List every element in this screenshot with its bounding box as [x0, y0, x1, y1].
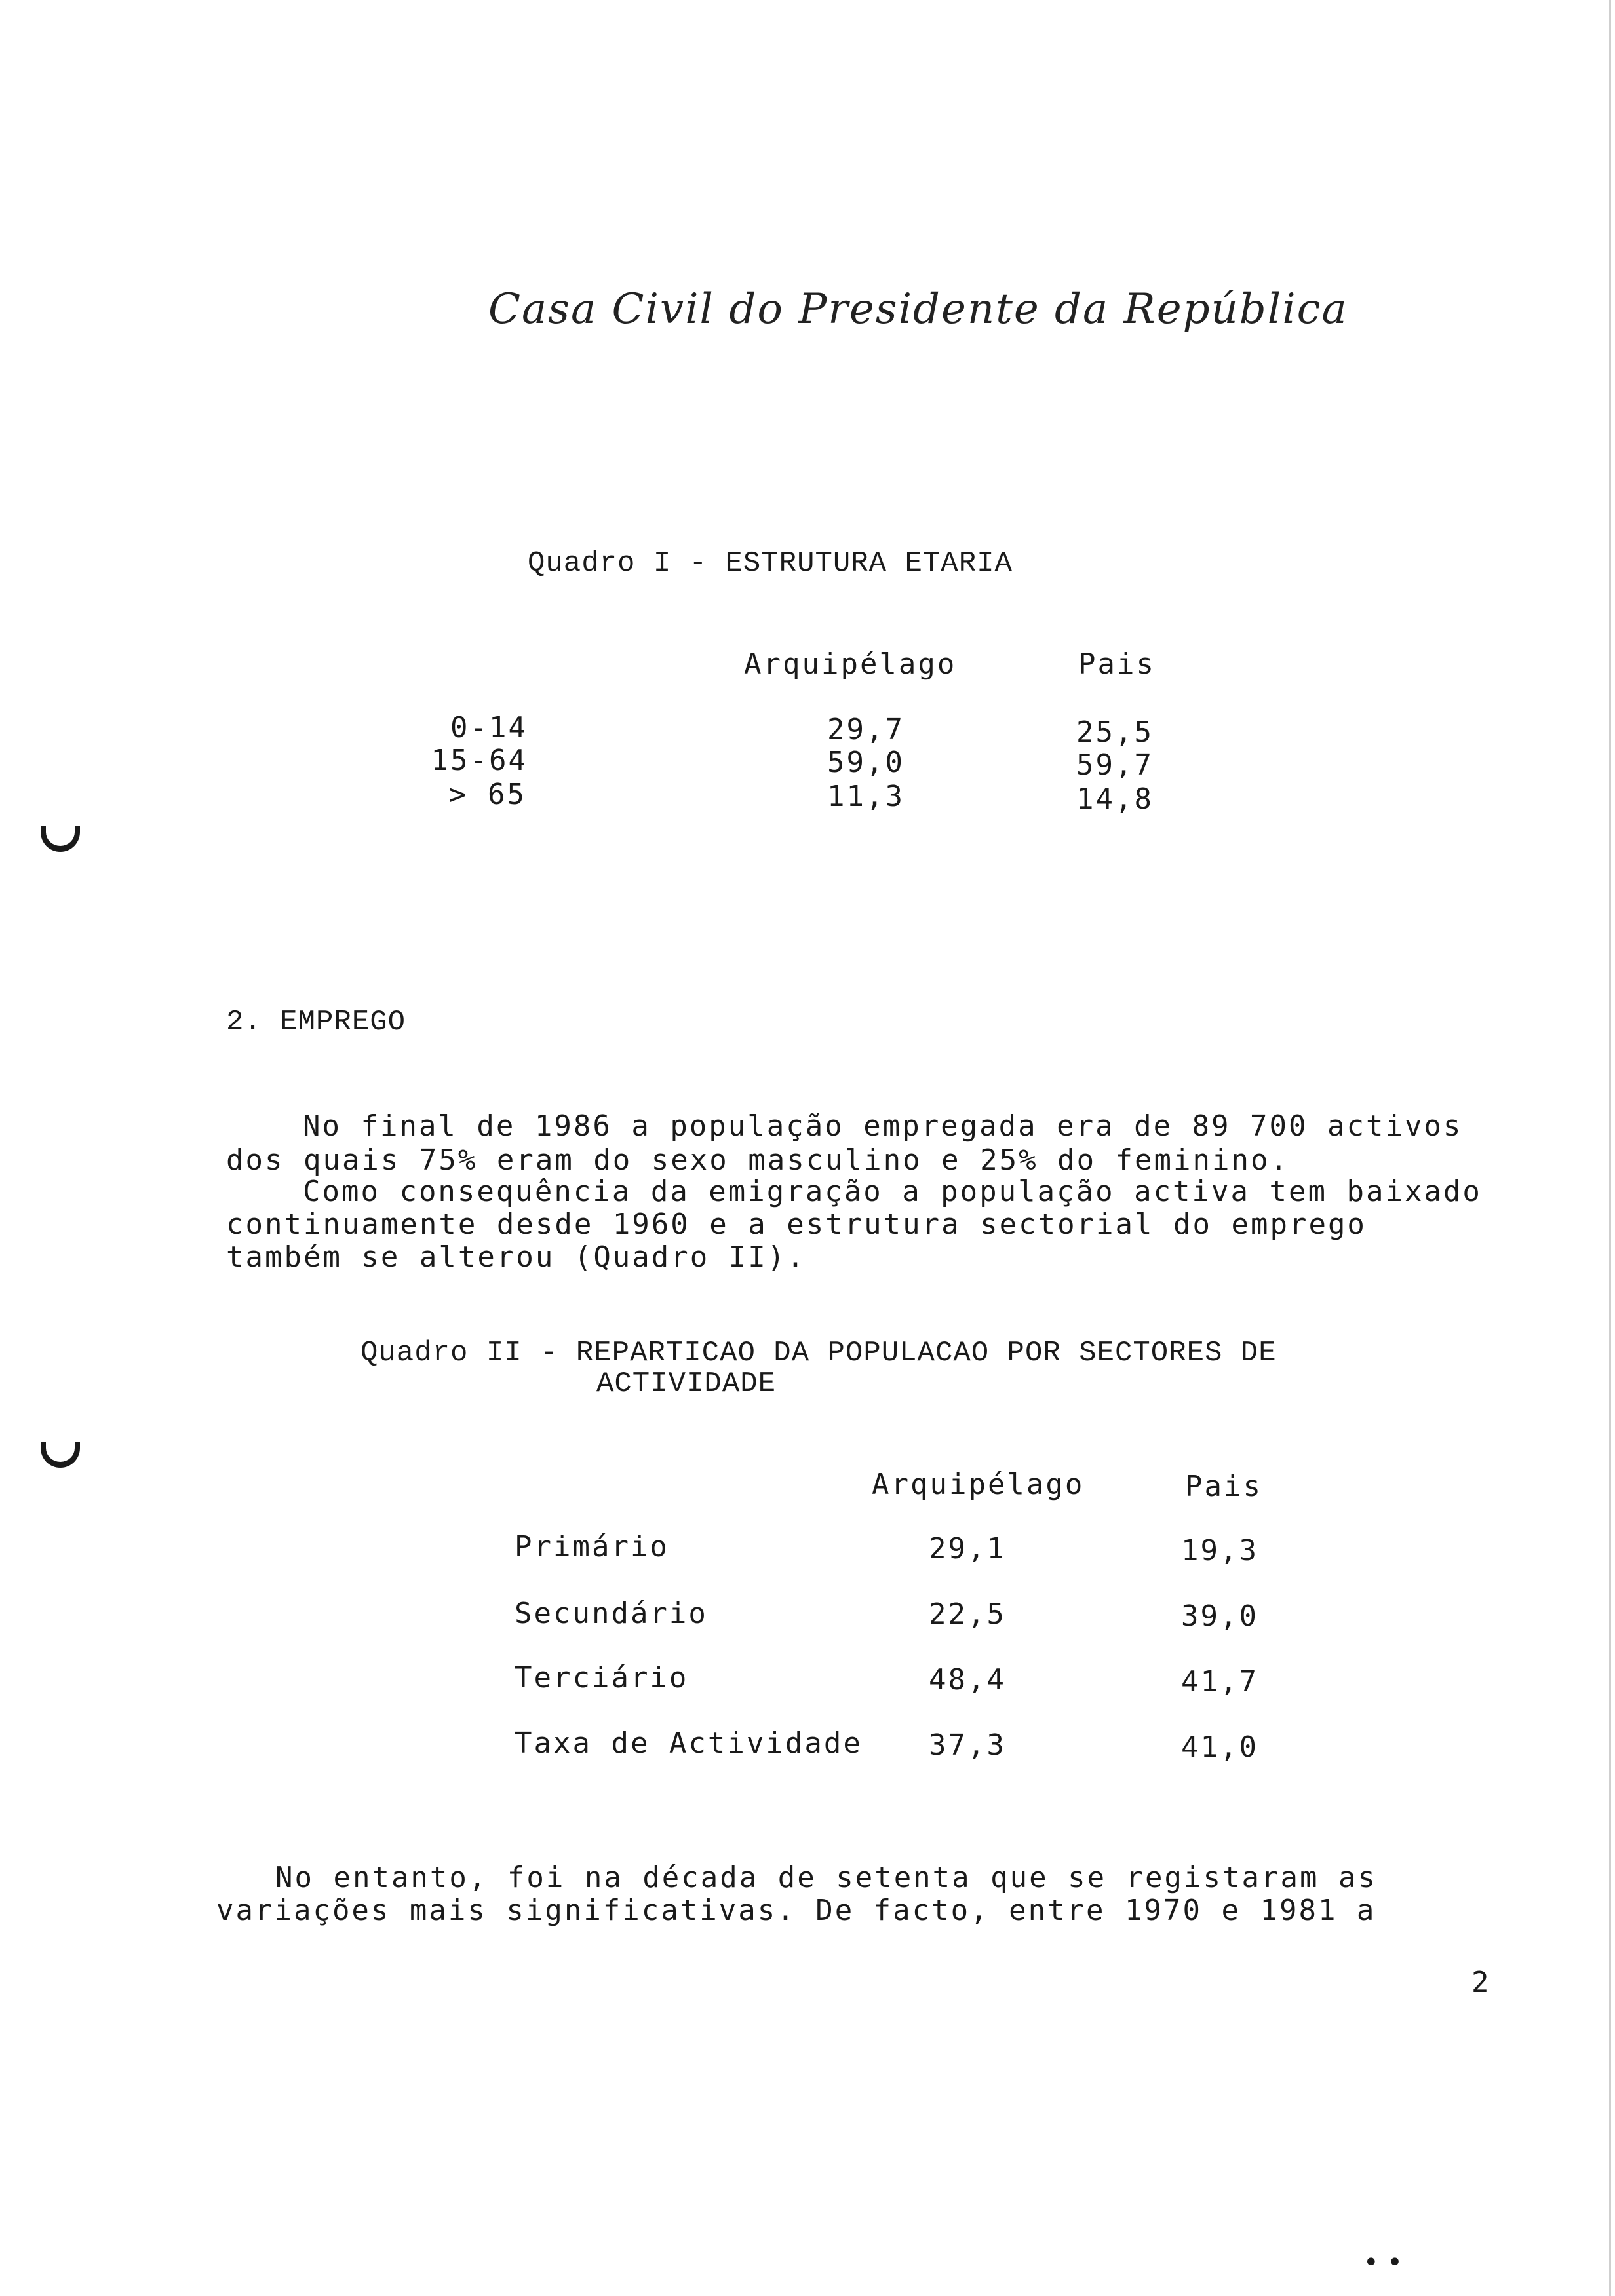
table2-row-label: Primário [515, 1530, 669, 1563]
table2-cell-pais: 41,7 [1181, 1665, 1258, 1698]
table2-row-label: Secundário [515, 1597, 708, 1630]
table1-row-label: > 65 [449, 778, 526, 811]
table2-row-label: Taxa de Actividade [515, 1727, 863, 1760]
table1-cell-pais: 14,8 [1076, 782, 1154, 816]
table1-title: Quadro I - ESTRUTURA ETARIA [528, 547, 1013, 580]
table2-cell-arquipelago: 48,4 [929, 1663, 1006, 1696]
table2-title: Quadro II - REPARTICAO DA POPULACAO POR SECTORES DE [360, 1337, 1277, 1369]
paragraph-line: No final de 1986 a população empregada era de 89 700 activos [303, 1109, 1463, 1143]
punch-hole-mark [41, 1442, 80, 1468]
table2-header-arquipelago: Arquipélago [872, 1468, 1085, 1501]
punch-hole-mark [41, 826, 80, 852]
table2-title-continued: ACTIVIDADE [596, 1368, 777, 1400]
page-edge-line [1609, 0, 1611, 2296]
table1-row-label: 0-14 [450, 711, 528, 744]
table1-cell-arquipelago: 29,7 [827, 713, 905, 746]
paragraph-line: continuamente desde 1960 e a estrutura sectorial do emprego [226, 1208, 1367, 1241]
stray-dots-mark: • • [1363, 2248, 1403, 2278]
table2-cell-arquipelago: 37,3 [929, 1729, 1006, 1762]
paragraph-line: dos quais 75% eram do sexo masculino e 25% do feminino. [226, 1143, 1289, 1177]
table2-row-label: Terciário [515, 1661, 689, 1694]
paragraph-line: Como consequência da emigração a população activa tem baixado [303, 1175, 1482, 1208]
paragraph-line: variações mais significativas. De facto, entre 1970 e 1981 a [216, 1894, 1376, 1927]
table1-cell-pais: 25,5 [1076, 716, 1154, 749]
table2-header-pais: Pais [1185, 1470, 1262, 1503]
table2-cell-arquipelago: 29,1 [929, 1532, 1006, 1565]
table1-header-pais: Pais [1078, 647, 1156, 681]
table2-cell-arquipelago: 22,5 [929, 1598, 1006, 1631]
section-heading: 2. EMPREGO [226, 1006, 406, 1039]
table2-cell-pais: 19,3 [1181, 1534, 1258, 1567]
page-number: 2 [1471, 1966, 1491, 1999]
table1-cell-pais: 59,7 [1076, 748, 1154, 782]
table1-cell-arquipelago: 11,3 [827, 780, 905, 813]
table1-row-label: 15-64 [431, 744, 528, 777]
letterhead: Casa Civil do Presidente da República [488, 285, 1348, 334]
table2-cell-pais: 41,0 [1181, 1731, 1258, 1764]
table1-cell-arquipelago: 59,0 [827, 746, 905, 779]
paragraph-line: No entanto, foi na década de setenta que se registaram as [275, 1861, 1377, 1894]
table2-cell-pais: 39,0 [1181, 1599, 1258, 1633]
paragraph-line: também se alterou (Quadro II). [226, 1240, 806, 1274]
table1-header-arquipelago: Arquipélago [744, 647, 957, 681]
